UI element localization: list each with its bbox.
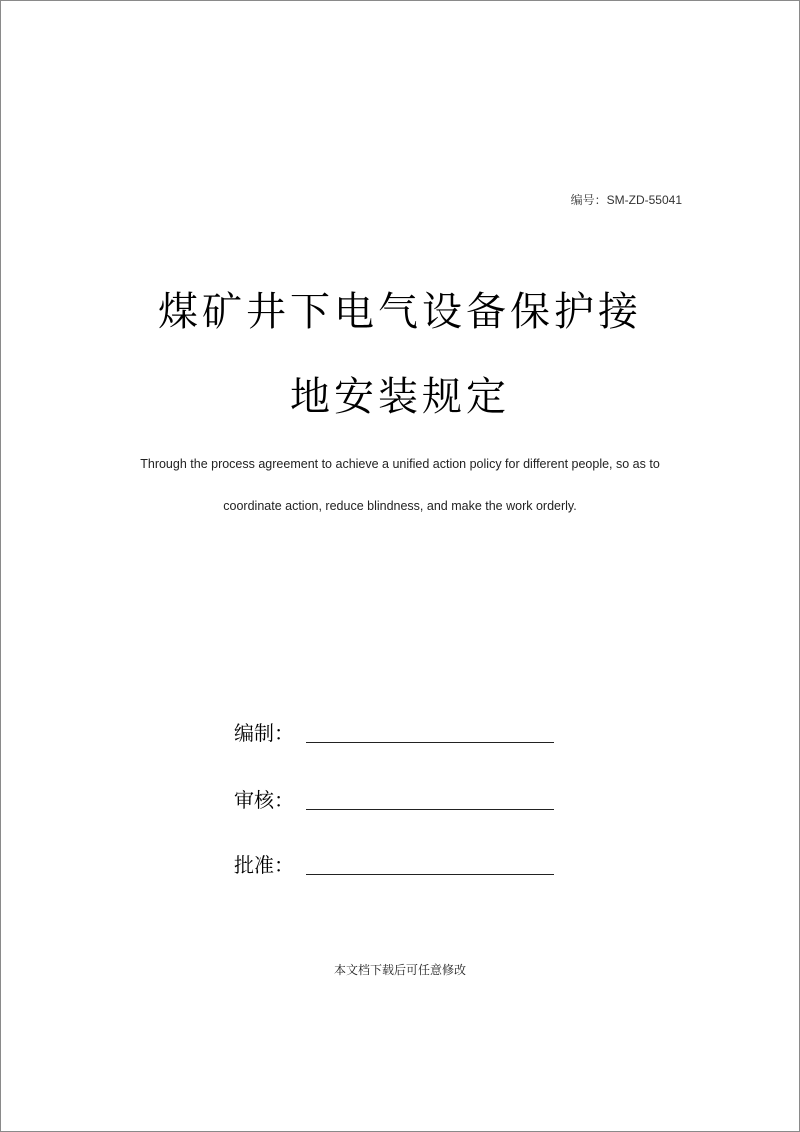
footer-note: 本文档下载后可任意修改 — [333, 963, 466, 977]
document-number-label: 编号： — [570, 193, 607, 207]
signature-row-approved — [234, 848, 554, 878]
signature-row-compiled — [234, 716, 554, 746]
document-number — [571, 191, 682, 208]
title-line-2: 地安装规定 — [290, 374, 510, 420]
signature-label-compiled: 编制： — [234, 721, 294, 745]
signature-label-reviewed: 审核： — [234, 788, 294, 812]
signature-line-approved — [306, 874, 554, 875]
document-number-value: SM-ZD-55041 — [606, 193, 682, 207]
signature-row-reviewed — [234, 783, 554, 813]
title-line-1: 煤矿井下电气设备保护接 — [158, 289, 642, 335]
signature-line-compiled — [306, 742, 554, 743]
subtitle-line-2: coordinate action, reduce blindness, and make the work orderly. — [223, 499, 577, 513]
signature-label-approved: 批准： — [234, 853, 294, 877]
subtitle-line-1: Through the process agreement to achieve a unified action policy for different people, so as to — [140, 457, 660, 471]
signature-line-reviewed — [306, 809, 554, 810]
